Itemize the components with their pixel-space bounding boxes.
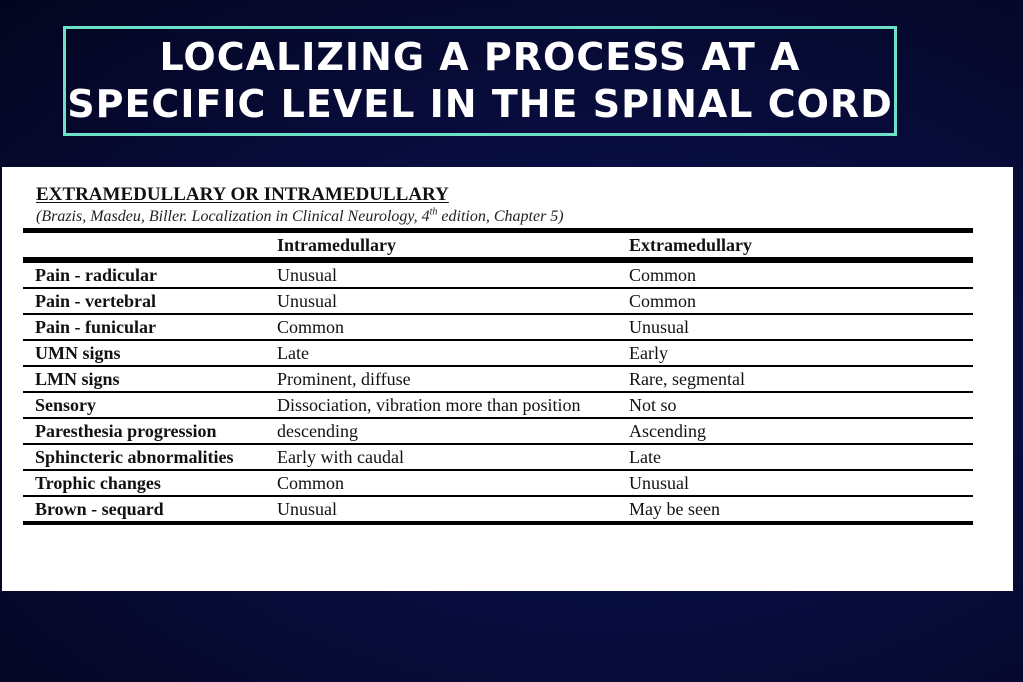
table-panel (2, 167, 1013, 591)
intramedullary-cell: descending (265, 418, 617, 444)
table-row (23, 260, 973, 288)
extramedullary-cell: Not so (617, 392, 973, 418)
feature-cell: Pain - vertebral (23, 288, 265, 314)
slide-title-line-1: LOCALIZING A PROCESS AT A (159, 35, 801, 79)
table-row (23, 392, 973, 418)
extramedullary-cell: Unusual (617, 470, 973, 496)
intramedullary-cell: Common (265, 470, 617, 496)
column-header-extramedullary: Extramedullary (617, 231, 973, 261)
table-row (23, 314, 973, 340)
citation-text-end: edition, Chapter 5) (437, 208, 564, 225)
citation-superscript: th (429, 206, 438, 218)
extramedullary-cell: Unusual (617, 314, 973, 340)
extramedullary-cell: Late (617, 444, 973, 470)
table-row (23, 288, 973, 314)
feature-cell: Paresthesia progression (23, 418, 265, 444)
citation-text: (Brazis, Masdeu, Biller. Localization in Clinical Neurology, 4 (36, 208, 430, 225)
table-row (23, 340, 973, 366)
feature-cell: Sphincteric abnormalities (23, 444, 265, 470)
feature-cell: Trophic changes (23, 470, 265, 496)
intramedullary-cell: Unusual (265, 496, 617, 523)
intramedullary-cell: Prominent, diffuse (265, 366, 617, 392)
slide-title (63, 26, 897, 136)
intramedullary-cell: Dissociation, vibration more than position (265, 392, 617, 418)
extramedullary-cell: Early (617, 340, 973, 366)
extramedullary-cell: Ascending (617, 418, 973, 444)
feature-cell: Sensory (23, 392, 265, 418)
feature-cell: Pain - funicular (23, 314, 265, 340)
intramedullary-cell: Unusual (265, 288, 617, 314)
table-row (23, 496, 973, 523)
intramedullary-cell: Late (265, 340, 617, 366)
extramedullary-cell: Rare, segmental (617, 366, 973, 392)
feature-cell: LMN signs (23, 366, 265, 392)
citation (36, 208, 564, 226)
extramedullary-cell: Common (617, 288, 973, 314)
extramedullary-cell: May be seen (617, 496, 973, 523)
table-row (23, 444, 973, 470)
intramedullary-cell: Early with caudal (265, 444, 617, 470)
intramedullary-cell: Unusual (265, 260, 617, 288)
feature-cell: UMN signs (23, 340, 265, 366)
extramedullary-cell: Common (617, 260, 973, 288)
column-header-feature (23, 231, 265, 261)
comparison-table (23, 228, 973, 525)
column-header-intramedullary: Intramedullary (265, 231, 617, 261)
feature-cell: Brown - sequard (23, 496, 265, 523)
intramedullary-cell: Common (265, 314, 617, 340)
table-header-row (23, 231, 973, 261)
table-heading: EXTRAMEDULLARY OR INTRAMEDULLARY (36, 184, 449, 205)
table-row (23, 470, 973, 496)
table-row (23, 366, 973, 392)
feature-cell: Pain - radicular (23, 260, 265, 288)
table-row (23, 418, 973, 444)
slide-title-line-2: SPECIFIC LEVEL IN THE SPINAL CORD (67, 82, 893, 126)
